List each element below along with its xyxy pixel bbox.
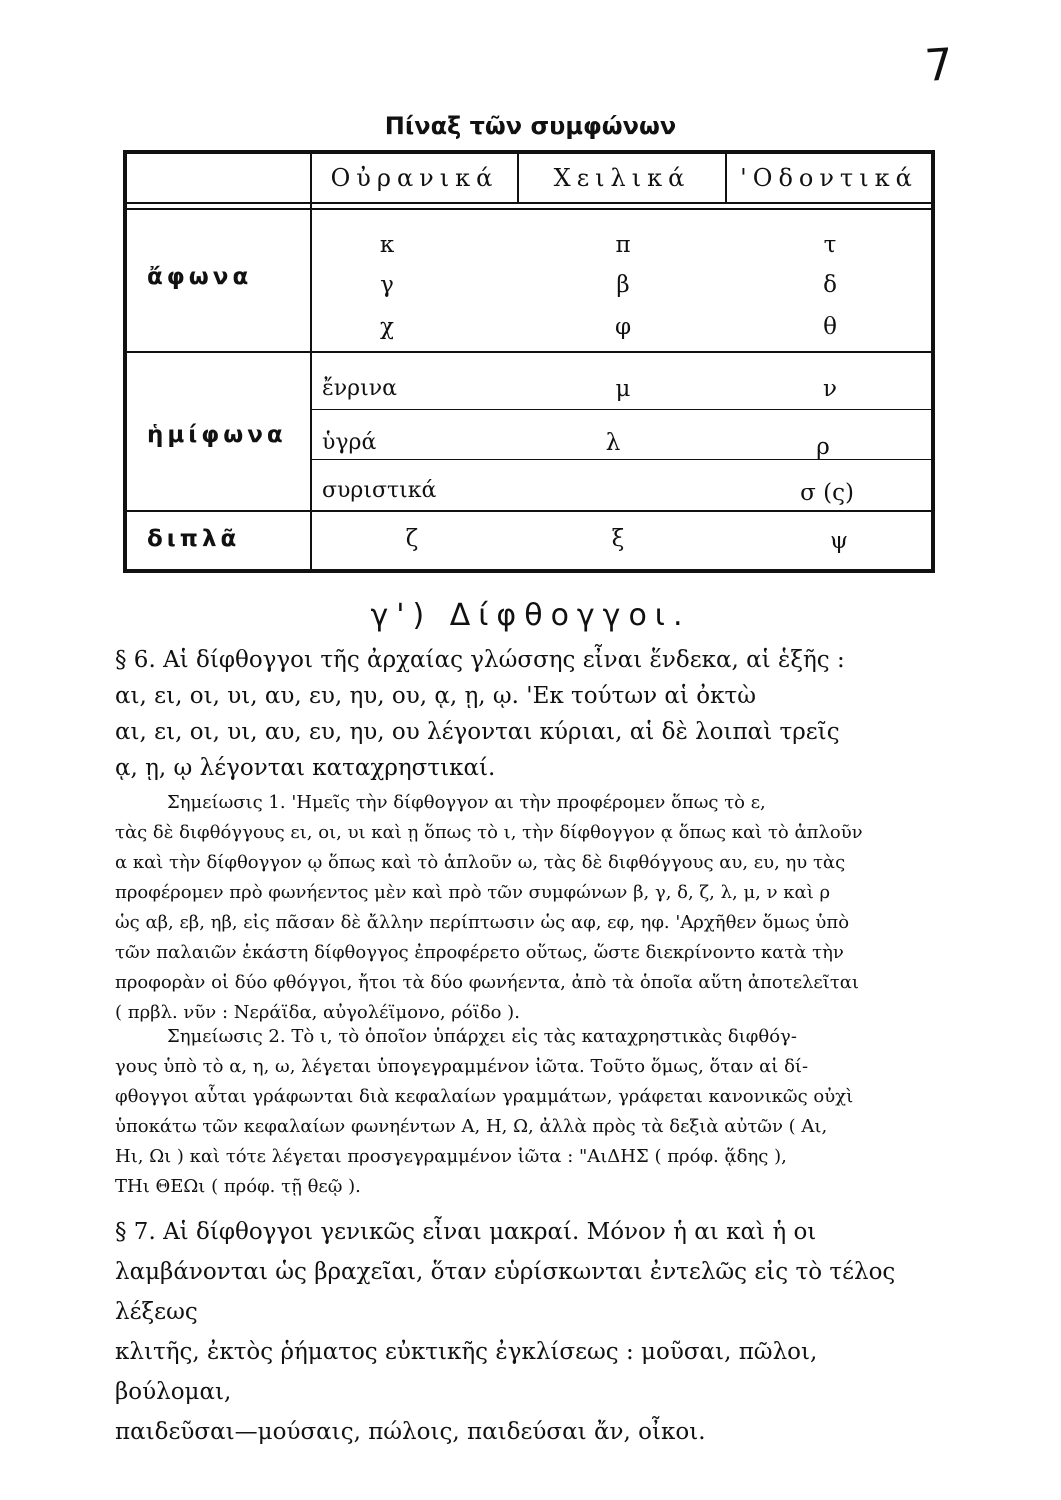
- cell-chi: χ: [380, 314, 394, 340]
- cell-nu: ν: [823, 376, 837, 402]
- page-number: 7: [923, 39, 955, 92]
- cell-gamma: γ: [380, 272, 394, 298]
- row-label-imifona: ἡμίφωνα: [147, 422, 287, 448]
- cell-theta: θ: [823, 314, 837, 340]
- cell-zeta: ζ: [405, 526, 419, 552]
- note1-line: τὰς δὲ διφθόγγους ει, οι, υι καὶ ῃ ὅπως τὸ ι, τὴν δίφθογγον ᾳ ὅπως καὶ τὸ ἁπλοῦν: [115, 822, 863, 843]
- note2-line: γους ὑπὸ τὸ α, η, ω, λέγεται ὑπογεγραμμένον ἰῶτα. Τοῦτο ὅμως, ὅταν αἱ δί-: [115, 1056, 809, 1077]
- row-divider-1: [127, 351, 931, 353]
- s6-line: § 6. Αἱ δίφθογγοι τῆς ἀρχαίας γλώσσης εἶναι ἕνδεκα, αἱ ἑξῆς :: [115, 647, 845, 673]
- note1-line: προφορὰν οἱ δύο φθόγγοι, ἤτοι τὰ δύο φωνήεντα, ἀπὸ τὰ ὁποῖα αὕτη ἀποτελεῖται: [115, 972, 859, 993]
- consonant-table: [123, 150, 935, 573]
- note2-line: Σημείωσις 2. Τὸ ι, τὸ ὁποῖον ὑπάρχει εἰς τὰς καταχρηστικὰς διφθόγ-: [167, 1026, 797, 1047]
- cell-beta: β: [616, 272, 630, 298]
- note-1: [115, 788, 937, 1028]
- col-divider-0: [310, 154, 312, 569]
- header-rule-2: [127, 208, 931, 210]
- note1-line: α καὶ τὴν δίφθογγον ῳ ὅπως καὶ τὸ ἁπλοῦν ω, τὰς δὲ διφθόγγους αυ, ευ, ηυ τὰς: [115, 852, 846, 873]
- s7-line: § 7. Αἱ δίφθογγοι γενικῶς εἶναι μακραί. Μόνον ἡ αι καὶ ἡ οι: [115, 1219, 817, 1245]
- header-odontika: 'Οδοντικά: [740, 164, 918, 192]
- cell-kappa: κ: [379, 232, 395, 258]
- cell-sigma: σ (ς): [800, 480, 854, 506]
- paragraph-s6: [115, 642, 935, 786]
- cell-phi: φ: [614, 314, 632, 340]
- cell-mu: μ: [615, 376, 631, 402]
- note1-line: Σημείωσις 1. 'Ημεῖς τὴν δίφθογγον αι τὴν προφέρομεν ὅπως τὸ ε,: [167, 792, 766, 813]
- sub-ygra: ὑγρά: [322, 430, 377, 455]
- sub-enrina: ἔνρινα: [322, 376, 397, 401]
- cell-rho: ρ: [816, 434, 830, 460]
- note2-line: Ηι, Ωι ) καὶ τότε λέγεται προσγεγραμμένον ἰῶτα : "ΑιΔΗΣ ( πρόφ. ᾅδης ),: [115, 1146, 787, 1167]
- header-cheilika: Χειλικά: [553, 164, 691, 192]
- note1-line: ( πρβλ. νῦν : Νεράϊδα, αὐγολέϊμονο, ρόϊδο ).: [115, 1002, 520, 1023]
- note2-line: φθογγοι αὗται γράφωνται διὰ κεφαλαίων γραμμάτων, γράφεται κανονικῶς οὐχὶ: [115, 1086, 854, 1107]
- cell-delta: δ: [823, 272, 837, 298]
- cell-psi: ψ: [829, 528, 849, 554]
- row-label-dipla: διπλᾶ: [147, 526, 241, 552]
- note1-line: ὡς αβ, εβ, ηβ, εἰς πᾶσαν δὲ ἄλλην περίπτωσιν ὡς αφ, εφ, ηφ. 'Αρχῆθεν ὅμως ὑπὸ: [115, 912, 850, 933]
- row-divider-2: [127, 510, 931, 512]
- table-title: Πίναξ τῶν συμφώνων: [384, 112, 677, 140]
- note1-line: προφέρομεν πρὸ φωνήεντος μὲν καὶ πρὸ τῶν συμφώνων β, γ, δ, ζ, λ, μ, ν καὶ ρ: [115, 882, 831, 903]
- s6-line: αι, ει, οι, υι, αυ, ευ, ηυ, ου, ᾳ, ῃ, ῳ. 'Εκ τούτων αἱ ὀκτὼ: [115, 683, 756, 709]
- s6-line: αι, ει, οι, υι, αυ, ευ, ηυ, ου λέγονται κύριαι, αἱ δὲ λοιπαὶ τρεῖς: [115, 719, 840, 745]
- header-rule: [127, 202, 931, 204]
- note-2: [115, 1022, 937, 1202]
- cell-pi: π: [615, 232, 631, 258]
- s7-line: παιδεῦσαι—μούσαις, πώλοις, παιδεύσαι ἄν, οἶκοι.: [115, 1419, 706, 1445]
- s7-line: λαμβάνονται ὡς βραχεῖαι, ὅταν εὑρίσκωνται ἐντελῶς εἰς τὸ τέλος λέξεως: [115, 1259, 896, 1325]
- note1-line: τῶν παλαιῶν ἑκάστη δίφθογγος ἐπροφέρετο οὕτως, ὥστε διεκρίνοντο κατὰ τὴν: [115, 942, 844, 963]
- header-ouranika: Οὐρανικά: [330, 164, 499, 192]
- s6-line: ᾳ, ῃ, ῳ λέγονται καταχρηστικαί.: [115, 755, 496, 781]
- note2-line: ΤΗι ΘΕΩι ( πρόφ. τῇ θεῷ ).: [115, 1176, 361, 1197]
- s7-line: κλιτῆς, ἐκτὸς ῥήματος εὐκτικῆς ἐγκλίσεως : μοῦσαι, πῶλοι, βούλομαι,: [115, 1339, 818, 1405]
- note2-line: ὑποκάτω τῶν κεφαλαίων φωνηέντων Α, Η, Ω, ἀλλὰ πρὸς τὰ δεξιὰ αὐτῶν ( Αι,: [115, 1116, 828, 1137]
- cell-xi: ξ: [611, 526, 625, 552]
- sub-syristika: συριστικά: [322, 478, 437, 503]
- cell-lambda: λ: [605, 430, 621, 456]
- cell-tau: τ: [823, 232, 837, 258]
- row-label-afona: ἄφωνα: [147, 264, 253, 290]
- sub-divider-1: [312, 409, 931, 410]
- section-heading: γ') Δίφθογγοι.: [370, 598, 691, 633]
- paragraph-s7: [115, 1212, 935, 1452]
